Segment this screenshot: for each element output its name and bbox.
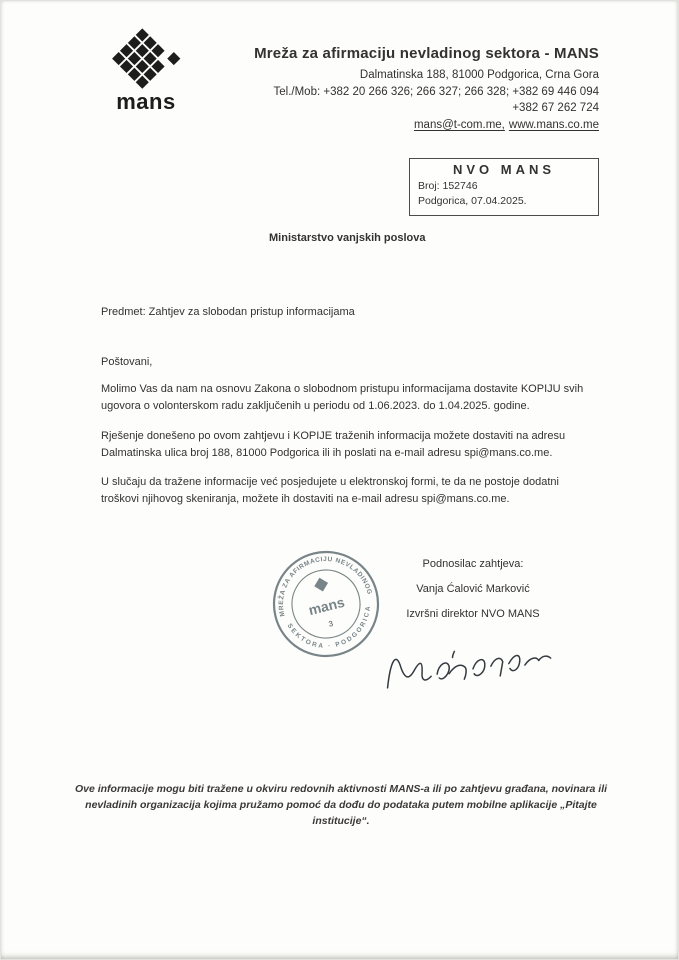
handwritten-signature [379, 639, 557, 701]
round-stamp-bottom-text: SEKTORA · PODGORICA [285, 604, 373, 651]
registry-stamp-date: Podgorica, 07.04.2025. [418, 195, 527, 207]
mans-logo-text: mans [116, 89, 176, 114]
signatory-name: Vanja Ćalović Marković [416, 583, 530, 595]
org-address: Dalmatinska 188, 81000 Podgorica, Crna Gora [359, 69, 599, 81]
salutation: Poštovani, [101, 356, 153, 368]
signature-label: Podnosilac zahtjeva: [422, 558, 524, 570]
org-phones: Tel./Mob: +382 20 266 326; 266 327; 266 328; +382 69 446 094 [273, 85, 599, 98]
signature-block [353, 558, 593, 620]
org-email: mans@t-com.me, [413, 118, 505, 131]
signatory-title: Izvršni direktor NVO MANS [406, 608, 540, 620]
round-stamp-center-text: mans [306, 593, 347, 619]
letterhead [219, 45, 599, 133]
body-paragraph-3: U slučaju da tražene informacije već posjedujete u elektronskoj formi, te da ne postoje dodatni troškovi njihovog skeniranja, možete ih dostaviti na e-mail adresu spi@mans.co.me. [101, 476, 559, 505]
org-name: Mreža za afirmaciju nevladinog sektora - MANS [254, 45, 599, 62]
round-stamp-number: 3 [327, 618, 335, 629]
mans-diamond-logo-icon [107, 27, 185, 92]
round-stamp-icon [263, 541, 389, 667]
subject-line: Predmet: Zahtjev za slobodan pristup informacijama [101, 306, 355, 318]
footer-note: Ove informacije mogu biti tražene u okviru redovnih aktivnosti MANS-a ili po zahtjevu građana, novinara ili nevladinih organizacija kojima pružamo pomoć da dođu do podataka putem mobilne aplikacije „Pitajte institucije“. [74, 783, 608, 827]
mans-logo [105, 27, 187, 115]
registry-stamp-box [409, 158, 599, 216]
round-stamp-top-text: MREŽA ZA AFIRMACIJU NEVLADINOG [277, 555, 373, 618]
org-phone-extra: +382 67 262 724 [512, 102, 599, 114]
org-website-link: www.mans.co.me [508, 118, 599, 131]
registry-stamp-number: Broj: 152746 [418, 180, 478, 192]
recipient-name: Ministarstvo vanjskih poslova [269, 232, 426, 244]
org-contact-line [219, 117, 599, 134]
body-paragraph-2: Rješenje donešeno po ovom zahtjevu i KOPIJE traženih informacija možete dostaviti na adresu Dalmatinska ulica broj 188, 81000 Podgorica ili ih poslati na e-mail adresu spi@mans.co.me. [101, 430, 566, 459]
body-paragraph-1: Molimo Vas da nam na osnovu Zakona o slobodnom pristupu informacijama dostavite KOPIJU svih ugovora o volonterskom radu zaključenih u periodu od 1.06.2023. do 1.04.2025. godine. [101, 383, 584, 412]
registry-stamp-org: NVO MANS [452, 162, 556, 177]
round-stamp-diamond-icon [314, 578, 328, 592]
